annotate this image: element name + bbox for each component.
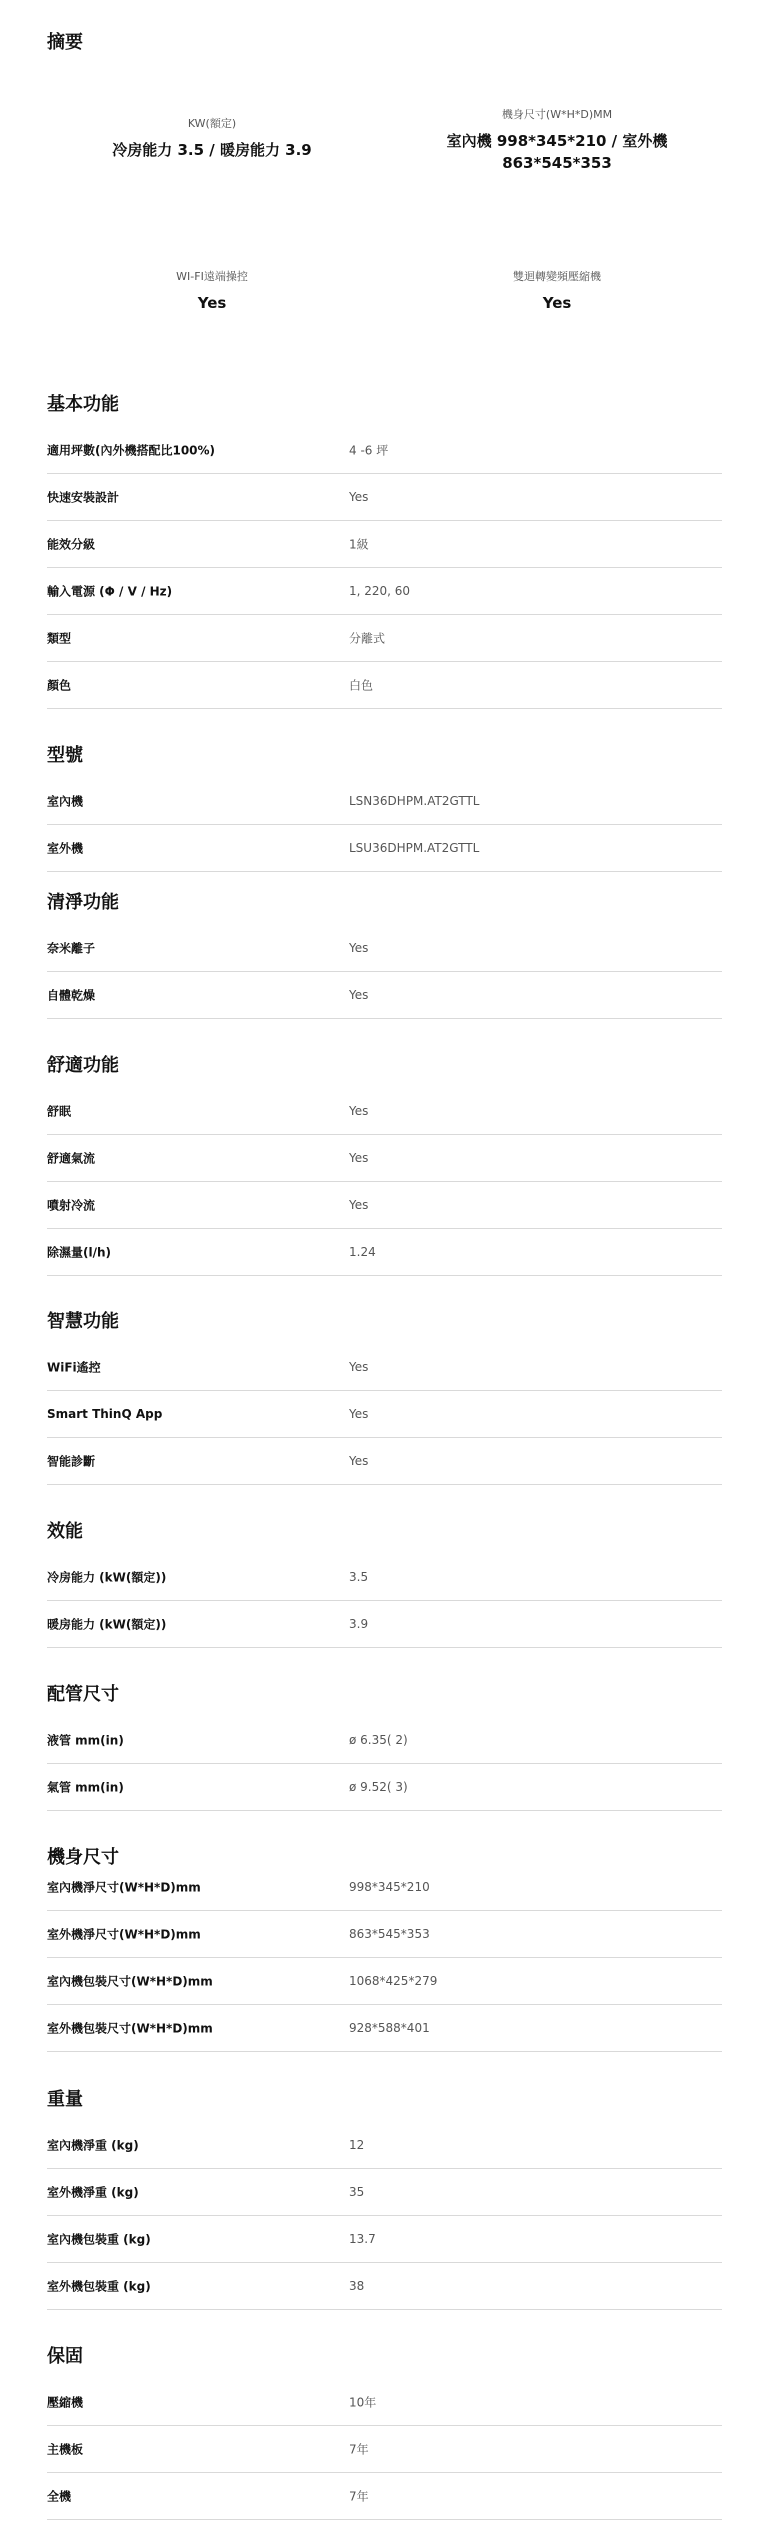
section-title: 重量: [47, 2089, 83, 2110]
spec-value: 13.7: [349, 2232, 376, 2246]
spec-value: ø 9.52( 3): [349, 1780, 408, 1794]
spec-row: [47, 825, 722, 872]
spec-value: Yes: [349, 490, 369, 504]
spec-key: 室外機淨尺寸(W*H*D)mm: [47, 1927, 201, 1942]
spec-row: [47, 662, 722, 709]
section-title: 清淨功能: [47, 892, 119, 913]
spec-value: 分離式: [349, 631, 386, 646]
spec-value: 928*588*401: [349, 2021, 430, 2035]
spec-value: Yes: [349, 988, 369, 1002]
spec-key: 快速安裝設計: [47, 490, 120, 505]
spec-key: 噴射冷流: [47, 1198, 96, 1213]
summary-label: 機身尺寸(W*H*D)MM: [501, 108, 613, 121]
spec-row: [47, 2263, 722, 2310]
summary-label: KW(額定): [187, 117, 237, 130]
spec-key: 室外機淨重 (kg): [47, 2185, 139, 2200]
spec-row: [47, 1391, 722, 1438]
spec-key: 主機板: [47, 2442, 84, 2457]
spec-key: 輸入電源 (Φ / V / Hz): [47, 584, 173, 599]
spec-value: LSN36DHPM.AT2GTTL: [349, 794, 480, 808]
summary-item-capacity: [47, 115, 377, 161]
summary-label: 雙迴轉變頻壓縮機: [513, 270, 601, 283]
summary-item-dimensions: [392, 106, 722, 174]
spec-key: 室內機淨重 (kg): [47, 2138, 139, 2153]
spec-value: 4 -6 坪: [349, 443, 389, 458]
section-title: 基本功能: [47, 394, 119, 415]
spec-row: [47, 474, 722, 521]
spec-value: 35: [349, 2185, 365, 2199]
spec-value: 12: [349, 2138, 365, 2152]
spec-key: 室內機包裝尺寸(W*H*D)mm: [47, 1974, 213, 1989]
spec-key: 室外機包裝重 (kg): [47, 2279, 151, 2294]
spec-row: [47, 521, 722, 568]
spec-value: 38: [349, 2279, 365, 2293]
spec-key: 室內機淨尺寸(W*H*D)mm: [47, 1880, 201, 1895]
spec-key: 室外機: [47, 841, 84, 856]
spec-row: [47, 1344, 722, 1391]
spec-value: 1, 220, 60: [349, 584, 411, 598]
spec-row: [47, 2169, 722, 2216]
spec-row: [47, 427, 722, 474]
spec-value: ø 6.35( 2): [349, 1733, 408, 1747]
section-piping: [47, 1680, 722, 1706]
section-title: 智慧功能: [47, 1311, 119, 1332]
section-title: 舒適功能: [47, 1055, 119, 1076]
summary-value: Yes: [542, 294, 572, 312]
spec-key: 顏色: [47, 678, 72, 693]
spec-value: 863*545*353: [349, 1927, 430, 1941]
section-basic: [47, 390, 722, 416]
spec-row: [47, 925, 722, 972]
spec-row: [47, 1958, 722, 2005]
spec-key: 液管 mm(in): [47, 1733, 124, 1748]
spec-row: [47, 1717, 722, 1764]
spec-row: [47, 1601, 722, 1648]
summary-value: 冷房能力 3.5 / 暖房能力 3.9: [112, 141, 312, 159]
summary-item-compressor: [392, 268, 722, 314]
spec-key: 類型: [47, 631, 72, 646]
section-warranty: [47, 2342, 722, 2368]
spec-value: Yes: [349, 1407, 369, 1421]
spec-value: 10年: [349, 2395, 377, 2410]
summary-item-wifi: [47, 268, 377, 314]
section-title: 型號: [47, 745, 83, 766]
spec-key: 適用坪數(內外機搭配比100%): [47, 443, 216, 458]
spec-value: Yes: [349, 941, 369, 955]
summary-label: WI-FI遠端操控: [176, 270, 248, 283]
section-comfort: [47, 1051, 722, 1077]
spec-key: 室內機: [47, 794, 84, 809]
spec-value: Yes: [349, 1151, 369, 1165]
spec-key: 除濕量(l/h): [47, 1245, 112, 1260]
spec-row: [47, 2005, 722, 2052]
spec-key: 冷房能力 (kW(額定)): [47, 1570, 167, 1585]
spec-row: [47, 1135, 722, 1182]
spec-value: 1068*425*279: [349, 1974, 438, 1988]
summary-value: Yes: [197, 294, 227, 312]
spec-key: 全機: [47, 2489, 72, 2504]
section-weight: [47, 2085, 722, 2111]
spec-key: 智能診斷: [47, 1454, 96, 1469]
spec-key: 暖房能力 (kW(額定)): [47, 1617, 167, 1632]
spec-value: 白色: [349, 678, 374, 693]
summary-value: 室內機 998*345*210 / 室外機 863*545*353: [446, 132, 668, 172]
spec-key: 壓縮機: [47, 2395, 84, 2410]
spec-row: [47, 1911, 722, 1958]
spec-row: [47, 1864, 722, 1911]
spec-key: 自體乾燥: [47, 988, 96, 1003]
spec-key: 能效分級: [47, 537, 96, 552]
spec-row: [47, 1229, 722, 1276]
section-title: 配管尺寸: [47, 1684, 119, 1705]
spec-key: 奈米離子: [47, 941, 96, 956]
spec-row: [47, 2379, 722, 2426]
section-performance: [47, 1517, 722, 1543]
spec-value: Yes: [349, 1104, 369, 1118]
spec-value: 7年: [349, 2489, 369, 2504]
section-purify: [47, 888, 722, 914]
spec-key: 舒眠: [47, 1104, 72, 1119]
spec-value: 3.9: [349, 1617, 369, 1631]
summary-title: 摘要: [47, 32, 83, 53]
spec-key: WiFi遙控: [47, 1360, 101, 1375]
spec-row: [47, 2426, 722, 2473]
spec-row: [47, 1438, 722, 1485]
spec-key: 室外機包裝尺寸(W*H*D)mm: [47, 2021, 213, 2036]
spec-row: [47, 778, 722, 825]
section-model: [47, 741, 722, 767]
spec-row: [47, 1554, 722, 1601]
spec-value: 1級: [349, 537, 369, 552]
section-smart: [47, 1307, 722, 1333]
spec-key: 舒適氣流: [47, 1151, 96, 1166]
spec-value: 998*345*210: [349, 1880, 430, 1894]
spec-value: Yes: [349, 1198, 369, 1212]
spec-row: [47, 2473, 722, 2520]
spec-value: 7年: [349, 2442, 369, 2457]
spec-key: 室內機包裝重 (kg): [47, 2232, 151, 2247]
spec-row: [47, 568, 722, 615]
spec-value: 1.24: [349, 1245, 376, 1259]
spec-value: 3.5: [349, 1570, 369, 1584]
spec-row: [47, 1764, 722, 1811]
section-title: 效能: [47, 1521, 83, 1542]
spec-key: Smart ThinQ App: [47, 1407, 163, 1421]
section-title: 機身尺寸: [47, 1847, 119, 1868]
spec-row: [47, 2122, 722, 2169]
spec-row: [47, 2216, 722, 2263]
spec-value: Yes: [349, 1360, 369, 1374]
spec-value: LSU36DHPM.AT2GTTL: [349, 841, 480, 855]
section-title: 保固: [47, 2346, 83, 2367]
spec-row: [47, 1088, 722, 1135]
summary-section: [47, 0, 722, 360]
spec-row: [47, 615, 722, 662]
spec-row: [47, 972, 722, 1019]
spec-row: [47, 1182, 722, 1229]
spec-key: 氣管 mm(in): [47, 1780, 124, 1795]
spec-value: Yes: [349, 1454, 369, 1468]
